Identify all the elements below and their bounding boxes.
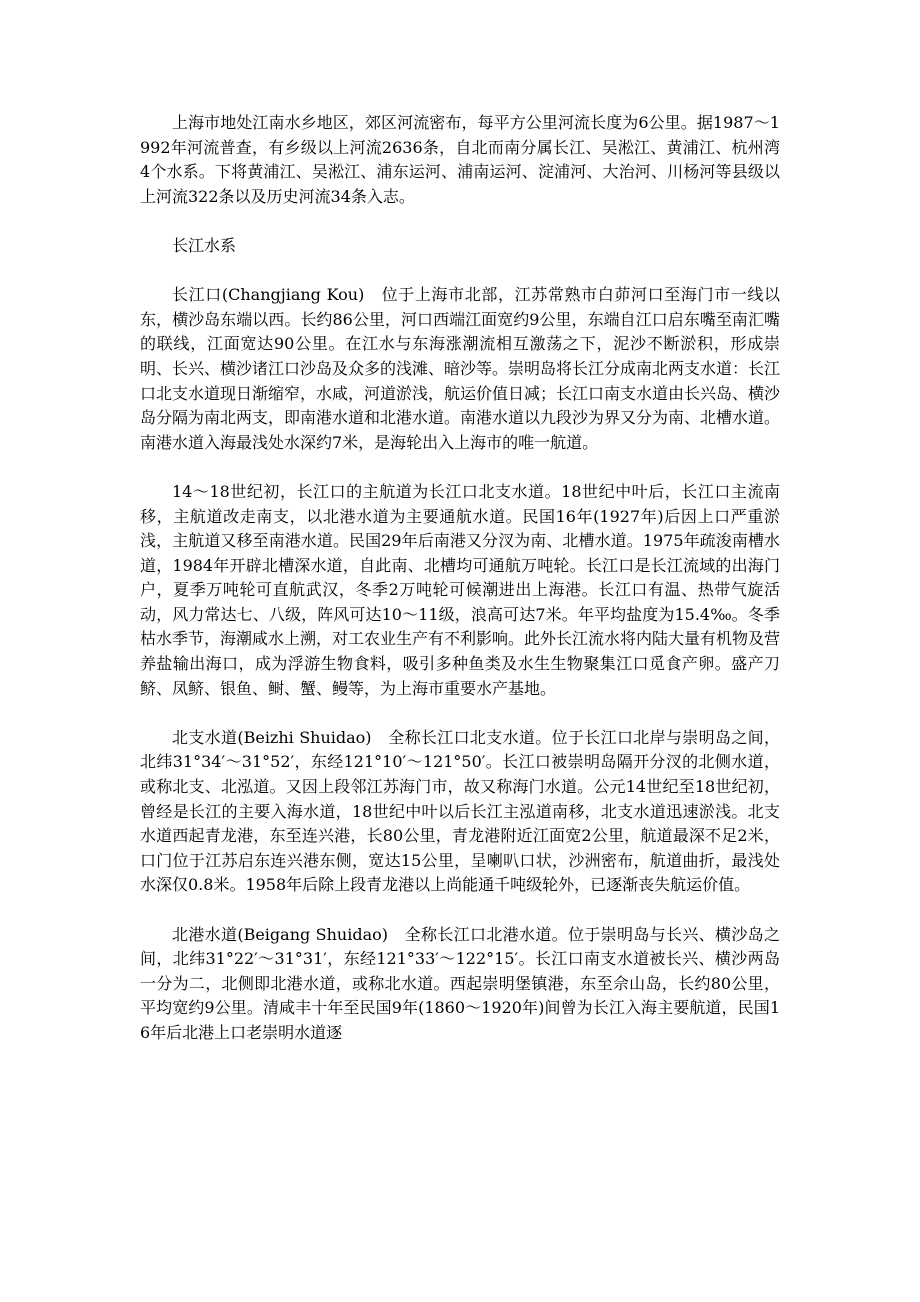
entry-term: 长江口(Changjiang Kou) (172, 285, 365, 305)
entry-text: 全称长江口北支水道。位于长江口北岸与崇明岛之间，北纬31°34′～31°52′，东经121°10′～121°50′。长江口被崇明岛隔开分汊的北侧水道，或称北支、北泓道。又因上段邻江苏海门市，故又称海门水道。公元14世纪至18世纪初，曾经是长江的主要入海水道，18世纪中叶以后长江主泓道南移，北支水道迅速淤浅。北支水道西起青龙港，东至连兴港，长80公里，青龙港附近江面宽2公里，航道最深不足2米，口门位于江苏启东连兴港东侧，宽达15公里，呈喇叭口状，沙洲密布，航道曲折，最浅处水深仅0.8米。1958年后除上段青龙港以上尚能通千吨级轮外，已逐渐丧失航运价值。 (140, 727, 780, 895)
paragraph-changjiang-history (140, 480, 780, 701)
paragraph-changjiang-kou (140, 283, 780, 455)
entry-term: 北支水道(Beizhi Shuidao) (172, 727, 372, 747)
entry-text: 位于上海市北部，江苏常熟市白茆河口至海门市一线以东，横沙岛东端以西。长约86公里，河口西端江面宽约9公里，东端自江口启东嘴至南汇嘴的联线，江面宽达90公里。在江水与东海涨潮流相互激荡之下，泥沙不断淤积，形成崇明、长兴、横沙诸江口沙岛及众多的浅滩、暗沙等。崇明岛将长江分成南北两支水道：长江口北支水道现日渐缩窄，水咸，河道淤浅，航运价值日减；长江口南支水道由长兴岛、横沙岛分隔为南北两支，即南港水道和北港水道。南港水道以九段沙为界又分为南、北槽水道。南港水道入海最浅处水深约7米，是海轮出入上海市的唯一航道。 (140, 285, 781, 452)
intro-paragraph: 上海市地处江南水乡地区，郊区河流密布，每平方公里河流长度为6公里。据1987～1992年河流普查，有乡级以上河流2636条，自北而南分属长江、吴淞江、黄浦江、杭州湾4个水系。下将黄浦江、吴淞江、浦东运河、浦南运河、淀浦河、大治河、川杨河等县级以上河流322条以及历史河流34条入志。 (140, 113, 780, 206)
paragraph-beigang-shuidao (140, 923, 780, 1046)
entry-text: 全称长江口北港水道。位于崇明岛与长兴、横沙岛之间，北纬31°22′～31°31′，东经121°33′～122°15′。长江口南支水道被长兴、横沙两岛一分为二，北侧即北港水道，或称北水道。西起崇明堡镇港，东至佘山岛，长约80公里，平均宽约9公里。清咸丰十年至民国9年(1860～1920年)间曾为长江入海主要航道，民国16年后北港上口老崇明水道逐 (140, 924, 780, 1042)
paragraph-beizhi-shuidao (140, 726, 780, 898)
section-heading: 长江水系 (172, 235, 237, 255)
entry-term: 北港水道(Beigang Shuidao) (172, 924, 389, 944)
document-page (140, 111, 780, 1070)
entry-text: 14～18世纪初，长江口的主航道为长江口北支水道。18世纪中叶后，长江口主流南移，主航道改走南支，以北港水道为主要通航水道。民国16年(1927年)后因上口严重淤浅，主航道又移至南港水道。民国29年后南港又分汊为南、北槽水道。1975年疏浚南槽水道，1984年开辟北槽深水道，自此南、北槽均可通航万吨轮。长江口是长江流域的出海门户，夏季万吨轮可直航武汉，冬季2万吨轮可候潮进出上海港。长江口有温、热带气旋活动，风力常达七、八级，阵风可达10～11级，浪高可达7米。年平均盐度为15.4‰。冬季枯水季节，海潮咸水上溯，对工农业生产有不利影响。此外长江流水将内陆大量有机物及营养盐输出海口，成为浮游生物食料，吸引多种鱼类及水生生物聚集江口觅食产卵。盛产刀鲚、凤鲚、银鱼、鲥、蟹、鳗等，为上海市重要水产基地。 (140, 481, 781, 698)
